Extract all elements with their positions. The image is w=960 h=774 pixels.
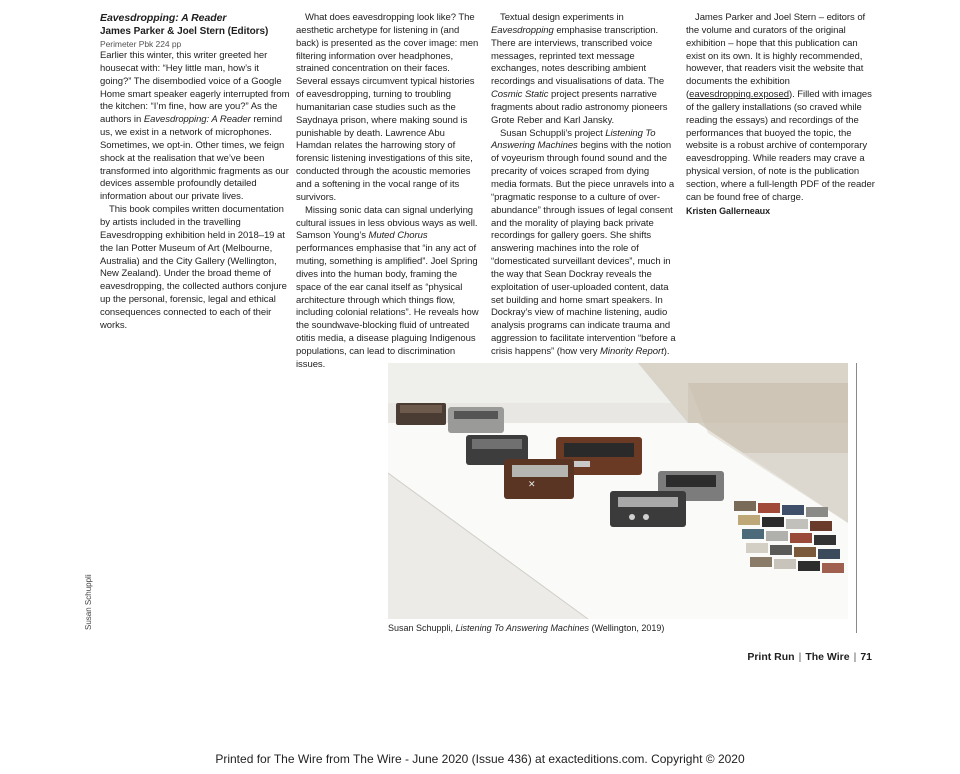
paragraph-6: Susan Schuppli’s project Listening To Answering Machines begins with the notion of voyeurism through found sound and the precarity of voices scraped from dying media formats. But the piece unravels into a “pragmatic response to a culture of over-abundance” through issues of legal consent and the morality of playing back private recordings for gallery goers. She shifts answering machines into the role of “domesticated surveillant devices”, much in the way that Sean Dockray reveals the exploitation of user-uploaded content, data set building and home smart speakers. In Dockray’s view of machine listening, audio analysis programs can indicate trauma and aggression to facilitate intervention “before a crisis happens” (how very Minority Report). xyxy=(491,127,676,357)
review-publisher: Perimeter Pbk 224 pp xyxy=(100,39,182,49)
paragraph-1: Earlier this winter, this writer greeted her housecat with: “Hey little man, how’s it going?” The disembodied voice of a Google Home smart speaker eagerly interrupted from the kitchen: “I’m fine, how are you?” As the authors in Eavesdropping: A Reader remind us, we exist in a network of microphones. Sometimes, we opt-in. Other times, we feign shock at the realisation that we’ve been transformed into algorithmic fragments as our devices assemble profoundly detailed information about our private lives. xyxy=(100,50,290,203)
paragraph-3: What does eavesdropping look like? The aesthetic archetype for listening in (and back) is presented as the cover image: men filtering information over headphones, strained concentration on their faces. Several essays circumvent typical histories of eavesdropping, turning to troubling humanitarian case studies such as the Saydnaya prison, where making sound is punishable by death. Lawrence Abu Hamdan relates the harrowing story of forensic listening investigations of this site, conducted through the acoustic memories and a softening in the vocal range of its survivors. xyxy=(296,12,479,203)
installation-photo xyxy=(388,363,848,619)
column-2 xyxy=(296,12,482,372)
column-3 xyxy=(491,12,677,359)
paragraph-2: This book compiles written documentation by artists included in the travelling Eavesdropping exhibition held in 2018–19 at the Ian Potter Museum of Art (Melbourne, Australia) and the City Gallery (Wellington, New Zealand). Under the broad theme of eavesdropping, the collected authors conjure up the personal, forensic, legal and ethical consequences connected to each of their works. xyxy=(100,204,287,331)
folio-magazine: The Wire xyxy=(805,651,850,663)
column-4 xyxy=(686,12,876,218)
paragraph-5: Textual design experiments in Eavesdropping emphasise transcription. There are interviews, transcribed voice messages, reprinted text message exchanges, notes describing ambient recordings and visualisations of data. The Cosmic Static project presents narrative fragments about radio astronomy pioneers Grote Reber and Karl Jansky. xyxy=(491,12,668,126)
folio: Print Run | The Wire | 71 xyxy=(747,651,872,663)
folio-section: Print Run xyxy=(747,651,795,663)
photo-caption: Susan Schuppli, Listening To Answering Machines (Wellington, 2019) xyxy=(388,623,665,633)
print-footer: Printed for The Wire from The Wire - June 2020 (Issue 436) at exacteditions.com. Copyright © 2020 xyxy=(215,752,745,766)
folio-page-number: 71 xyxy=(860,651,872,663)
paragraph-4: Missing sonic data can signal underlying cultural issues in less obvious ways as well. Samson Young’s Muted Chorus performances emphasise that “in any act of muting, something is amplified”. Joel Spring dives into the human body, framing the space of the ear canal itself as “physical architecture through which things flow, including colonial relations”. He reveals how the soundwave-blocking fluid of untreated otitis media, a disease plaguing Indigenous populations, can lead to discrimination issues. xyxy=(296,204,479,370)
vertical-rule xyxy=(856,363,857,633)
review-title: Eavesdropping: A Reader xyxy=(100,12,227,24)
review-authors: James Parker & Joel Stern (Editors) xyxy=(100,26,269,37)
answering-machine-1 xyxy=(396,403,446,425)
svg-text:✕: ✕ xyxy=(528,480,536,490)
answering-machine-7 xyxy=(610,491,686,527)
photo-credit: Susan Schuppli xyxy=(84,574,93,630)
answering-machine-2 xyxy=(448,407,504,433)
column-1 xyxy=(100,12,290,333)
answering-machine-5 xyxy=(504,459,574,499)
review-signature: Kristen Gallerneaux xyxy=(686,205,771,216)
paragraph-7: James Parker and Joel Stern – editors of the volume and curators of the original exhibition – hope that this publication can exist on its own. It is highly recommended, however, that readers visit the website that documents the exhibition (eavesdropping.exposed). Filled with images of the gallery installations (so craved while reading the essays) and recordings of the performances that buoyed the topic, the website is a robust archive of contemporary eavesdropping. While readers may crave a physical version, of note is the publication section, where a full-length PDF of the reader can be found free of charge. xyxy=(686,12,875,203)
